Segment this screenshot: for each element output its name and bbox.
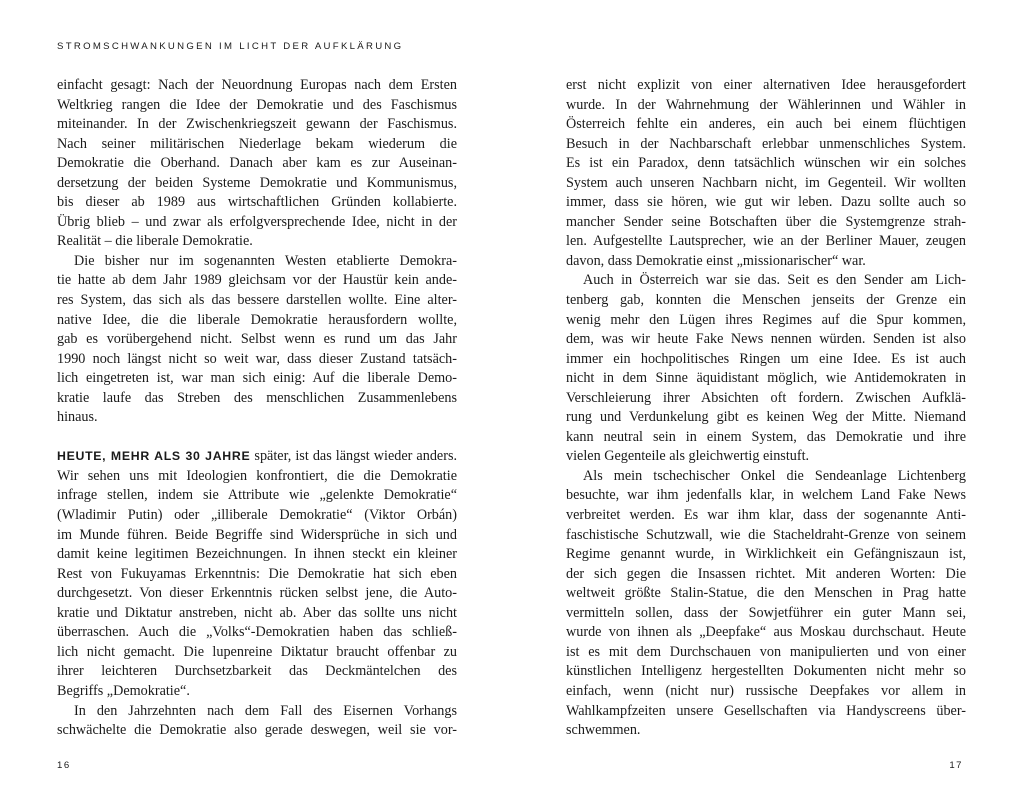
running-head: STROMSCHWANKUNGEN IM LICHT DER AUFKLÄRUNG — [57, 41, 404, 52]
page-number-left: 16 — [57, 760, 71, 771]
text-line: schwemmen. — [566, 722, 641, 739]
text-line: davon, dass Demokratie einst „missionarischer“ war. — [566, 252, 866, 269]
text-line: Begriffs „Demokratie“. — [57, 682, 190, 699]
text-line: kratie und Diktatur anstreben, nicht ab. Aber das sollte uns nicht — [57, 604, 457, 621]
text-line: lich nicht gemacht. Die lupenreine Diktatur braucht offenbar zu — [57, 643, 457, 660]
text-line: Es ist ein Paradox, denn tatsächlich wünschen wir ein solches — [566, 155, 966, 172]
text-line: künstlichen Intelligenz hergestellten Dokumenten nicht mehr so — [566, 663, 966, 680]
page-number-right: 17 — [949, 760, 963, 771]
text-line: infrage stellen, indem sie Attribute wie „gelenkte Demokratie“ — [57, 487, 457, 504]
text-line: Realität – die liberale Demokratie. — [57, 233, 253, 250]
text-line: Besuch in der Nachbarschaft erlebbar unmenschliches System. — [566, 135, 966, 152]
text-line: lich eingetreten ist, war man sich einig: Auf die liberale Demo- — [57, 370, 457, 387]
text-line: 1990 noch längst nicht so weit war, dass dieser Zustand tatsäch- — [57, 350, 457, 367]
text-line: native Idee, die die liberale Demokratie herausfordern wollte, — [57, 311, 457, 328]
text-line: miteinander. In der Zwischenkriegszeit gewann der Faschismus. — [57, 116, 457, 133]
right-page-text-column — [566, 76, 966, 741]
text-line: im Munde führen. Beide Begriffe sind Widersprüche in sich und — [57, 526, 457, 543]
text-line: vielen Gegenteile als gleichwertig einstuft. — [566, 448, 810, 465]
text-line: Wir sehen uns mit Ideologien konfrontiert, die die Demokratie — [57, 467, 457, 484]
text-line-content: später, ist das längst wieder anders. — [250, 448, 457, 465]
text-line: mancher Sender seine Botschaften über die Systemgrenze strah- — [566, 213, 966, 230]
text-line: überraschen. Auch die „Volks“-Demokratien haben das schließ- — [57, 624, 457, 641]
text-line: wurde. In der Wahrnehmung der Wählerinnen und Wähler in — [566, 96, 966, 113]
text-line: Die bisher nur im sogenannten Westen etablierte Demokra- — [74, 252, 457, 269]
text-line: (Wladimir Putin) oder „illiberale Demokratie“ (Viktor Orbán) — [57, 507, 457, 524]
text-line: Weltkrieg rangen die Idee der Demokratie und des Faschismus — [57, 96, 457, 113]
text-line: res System, das sich als das bessere darstellen wollte. Eine alter- — [57, 292, 457, 309]
text-line — [57, 428, 457, 448]
text-line: einfach, wenn (nicht nur) russische Deepfakes vor allem in — [566, 682, 966, 699]
text-line: verbreitet werden. Es war ihm klar, dass der sogenannte Anti- — [566, 507, 966, 524]
text-line: rung und Verdunkelung gibt es keinen Weg der Mitte. Niemand — [566, 409, 966, 426]
text-line: In den Jahrzehnten nach dem Fall des Eisernen Vorhangs — [74, 702, 457, 719]
text-line: Österreich fehlte ein anderes, ein auch bei einem flüchtigen — [566, 116, 966, 133]
text-line: Regime genannt wurde, in Wirklichkeit ein Gefängniszaun ist, — [566, 546, 966, 563]
text-line: wenig mehr den Lügen ihres Regimes auf die Spur kommen, — [566, 311, 966, 328]
text-line: kann neutral sein in einem System, das Demokratie und ihre — [566, 428, 966, 445]
text-line: gab es vorübergehend nicht. Selbst wenn es rund um das Jahr — [57, 331, 457, 348]
text-line: ist es mit dem Durchschauen von manipulierten und von einer — [566, 643, 966, 660]
text-line: wurde von ihnen als „Deepfake“ aus Moskau durchschaut. Heute — [566, 624, 966, 641]
text-line: besuchte, war ihm jedenfalls klar, in welchem Land Fake News — [566, 487, 966, 504]
left-page-text-column — [57, 76, 457, 741]
text-line: Verschleierung ihrer Absichten oft fordern. Zwischen Aufklä- — [566, 389, 966, 406]
text-line: damit keine legitimen Bezeichnungen. In ihnen steckt ein kleiner — [57, 546, 457, 563]
text-line: Nach seiner militärischen Niederlage bekam wiederum die — [57, 135, 457, 152]
text-line: nicht in dem Sinne äquidistant möglich, wie Antidemokraten in — [566, 370, 966, 387]
text-line: Wahlkampfzeiten unsere Gesellschaften via Handyscreens über- — [566, 702, 966, 719]
text-line: hinaus. — [57, 409, 98, 426]
text-line: Übrig blieb – und zwar als erfolgversprechende Idee, nicht in der — [57, 213, 457, 230]
text-line: dem, was wir heute Fake News nennen würden. Senden ist also — [566, 331, 966, 348]
text-line: ihrer leichteren Durchsetzbarkeit das Deckmäntelchen des — [57, 663, 457, 680]
text-line — [57, 447, 457, 467]
text-line: erst nicht explizit von einer alternativen Idee herausgefordert — [566, 77, 966, 93]
text-line: Rest von Fukuyamas Erkenntnis: Die Demokratie hat sich eben — [57, 565, 457, 582]
text-line: einfacht gesagt: Nach der Neuordnung Europas nach dem Ersten — [57, 77, 457, 93]
text-line: dersetzung der beiden Systeme Demokratie und Kommunismus, — [57, 174, 457, 191]
section-lead-in: HEUTE, MEHR ALS 30 JAHRE — [57, 449, 251, 464]
text-line: Auch in Österreich war sie das. Seit es den Sender am Lich- — [583, 272, 966, 289]
text-line: vermitteln sollen, dass der Sowjetführer ein guter Mann sei, — [566, 604, 966, 621]
text-line: len. Aufgestellte Lautsprecher, wie an der Berliner Mauer, zeugen — [566, 233, 966, 250]
text-line: System auch unseren Nachbarn nicht, im Gegenteil. Wir wollten — [566, 174, 966, 191]
text-line: immer ein hochpolitisches Ringen um eine Idee. Es ist auch — [566, 350, 966, 367]
text-line: kratie laufe das Streben des menschlichen Zusammenlebens — [57, 389, 457, 406]
text-line: tenberg gab, konnten die Menschen jenseits der Grenze ein — [566, 292, 966, 309]
text-line: der sich gegen die Insassen richtet. Mit anderen Worten: Die — [566, 565, 966, 582]
text-line: bis dieser ab 1989 aus wirtschaftlichen Gründen kollabierte. — [57, 194, 457, 211]
text-line: durchgesetzt. Von dieser Erkenntnis rücken selbst jene, die Auto- — [57, 585, 457, 602]
text-line: immer, dass sie hören, wie gut wir leben. Dazu sollte auch so — [566, 194, 966, 211]
text-line: tie hatte ab dem Jahr 1989 gleichsam vor der Haustür kein ande- — [57, 272, 457, 289]
text-line: Demokratie die Oberhand. Danach aber kam es zur Auseinan- — [57, 155, 457, 172]
text-line: faschistische Schutzwall, wie die Stacheldraht-Grenze von seinem — [566, 526, 966, 543]
text-line: weltweit größte Stalin-Statue, die den Menschen in Prag hatte — [566, 585, 966, 602]
text-line: Als mein tschechischer Onkel die Sendeanlage Lichtenberg — [583, 467, 966, 484]
text-line: schwächelte die Demokratie also gerade deswegen, weil sie vor- — [57, 722, 457, 739]
